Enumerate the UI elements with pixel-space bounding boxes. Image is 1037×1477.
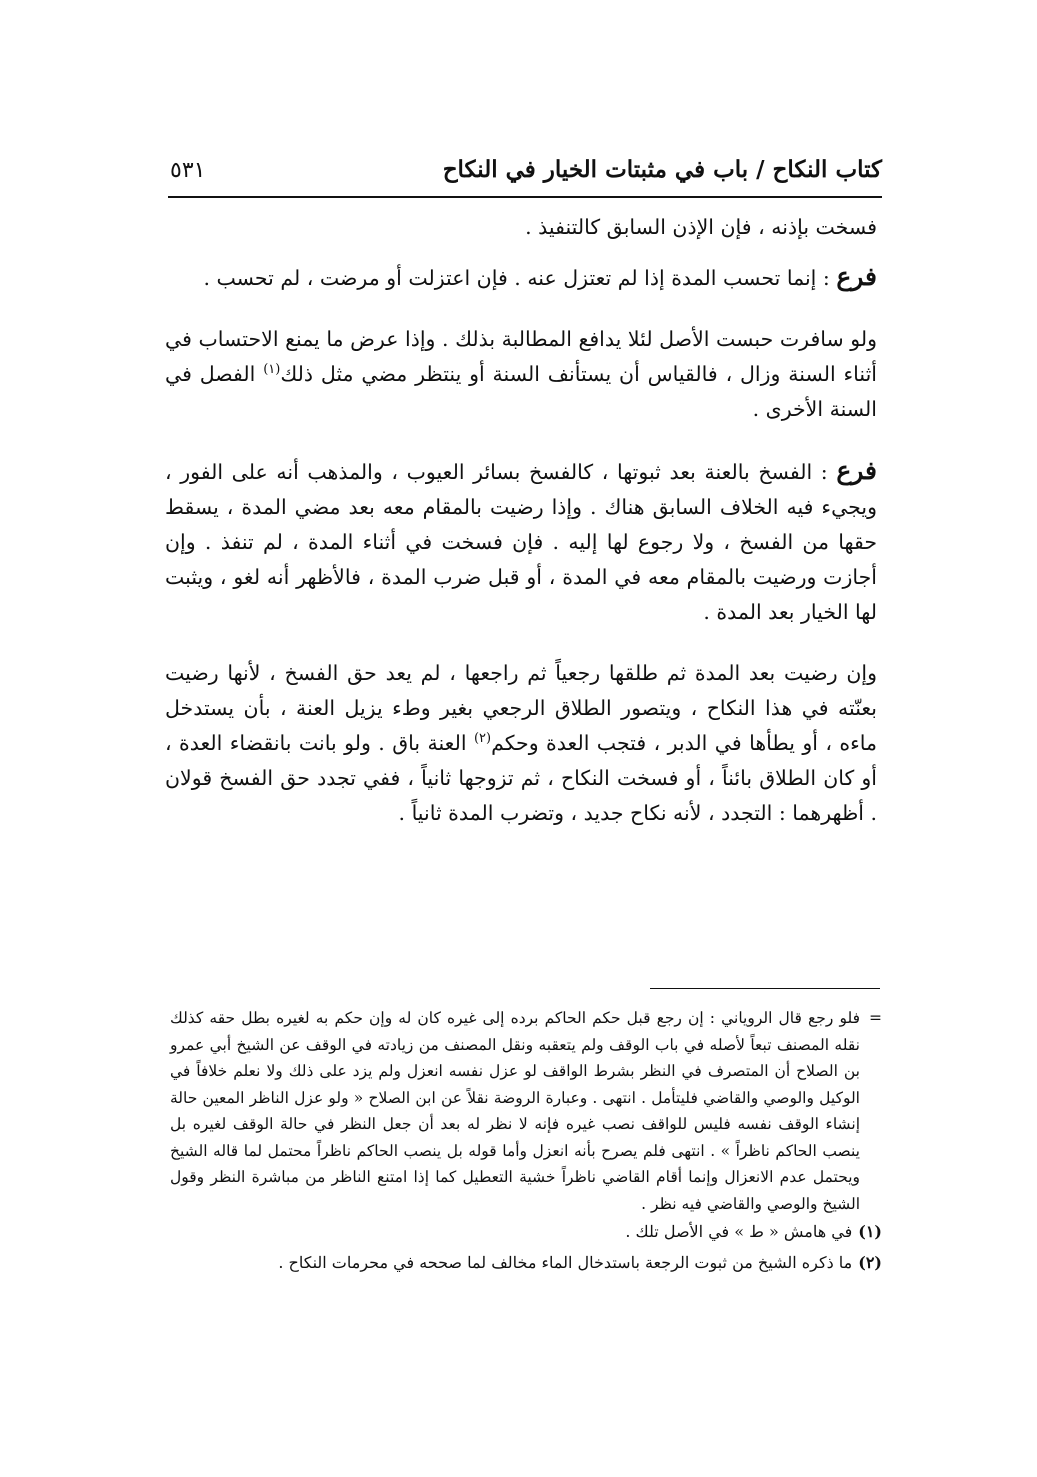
paragraph-5	[165, 656, 877, 831]
page-number: ٥٣١	[170, 158, 206, 183]
footnote-ref-1: (١)	[263, 362, 281, 378]
footnote-1-number: (١)	[858, 1222, 882, 1241]
paragraph-2-text: : إنما تحسب المدة إذا لم تعتزل عنه . فإن اعتزلت أو مرضت ، لم تحسب .	[203, 266, 830, 290]
footnote-2-text: ما ذكره الشيخ من ثبوت الرجعة باستدخال الماء مخالف لما صححه في محرمات النكاح .	[278, 1252, 853, 1272]
paragraph-5-text-b: العنة باق . ولو بانت بانقضاء العدة ، أو كان الطلاق بائناً ، أو فسخت النكاح ، ثم تزوجها ثانياً ، ففي تجدد حق الفسخ قولان . أظهرهما : التجدد ، لأنه نكاح جديد ، وتضرب المدة ثانياً .	[165, 731, 877, 825]
paragraph-3-text-a: ولو سافرت حبست الأصل لئلا يدافع المطالبة بذلك . وإذا عرض ما يمنع الاحتساب في أثناء السنة وزال ، فالقياس أن يستأنف السنة أو ينتظر مضي مثل ذلك	[165, 327, 877, 386]
footnote-1	[170, 1219, 882, 1246]
paragraph-4-text: : الفسخ بالعنة بعد ثبوتها ، كالفسخ بسائر العيوب ، والمذهب أنه على الفور ، ويجيء فيه الخلاف السابق هناك . وإذا رضيت بالمقام معه بعد مضي المدة ، يسقط حقها من الفسخ ، ولا رجوع لها إليه . فإن فسخت في أثناء المدة ، لم تنفذ . وإن أجازت ورضيت بالمقام معه في المدة ، أو قبل ضرب المدة ، فالأظهر أنه لغو ، ويثبت لها الخيار بعد المدة .	[165, 460, 877, 624]
footnote-ref-2: (٢)	[473, 731, 492, 747]
branch-label: فرع	[836, 456, 877, 485]
main-text	[165, 210, 877, 857]
continuation-mark: =	[869, 1009, 882, 1027]
footnote-2	[170, 1250, 882, 1277]
footnote-continued-text: فلو رجع قال الروياني : إن رجع قبل حكم الحاكم برده إلى غيره كان له وإن حكم به لغيره بطل حقه كذلك نقله المصنف تبعاً لأصله في باب الوقف ولم يتعقبه ونقل المصنف من زيادته في الوقف عن الشيخ أبي عمرو بن الصلاح أن المتصرف في النظر بشرط الواقف لو عزل نفسه انعزل ولم يزد على ذلك ولا نعلم خلافاً في الوكيل والوصي والقاضي فليتأمل . انتهى . وعبارة الروضة نقلاً عن ابن الصلاح « ولو عزل الناظر المعين حالة إنشاء الوقف نفسه فليس للواقف نصب غيره فإنه لا نظر له بعد أن جعل النظر في حالة الوقف لغيره بل ينصب الحاكم ناظراً » . انتهى فلم يصرح بأنه انعزل وأما قوله بل ينصب الحاكم ناظراً محتمل لما قاله الشيخ ويحتمل عدم الانعزال وإنما أقام القاضي ناظراً خشية التعطيل كما إذا امتنع الناظر من مباشرة النظر وقول الشيخ والوصي والقاضي فيه نظر .	[170, 1009, 860, 1213]
paragraph-3	[165, 322, 877, 427]
footnote-continued	[170, 1005, 882, 1217]
running-header	[170, 150, 882, 198]
paragraph-1-text: فسخت بإذنه ، فإن الإذن السابق كالتنفيذ .	[525, 215, 877, 239]
footnote-1-text: في هامش « ط » في الأصل تلك .	[625, 1222, 853, 1241]
paragraph-2	[165, 259, 877, 296]
footnote-divider	[650, 988, 880, 989]
paragraph-4	[165, 453, 877, 630]
paragraph-5-text-a: وإن رضيت بعد المدة ثم طلقها رجعياً ثم راجعها ، لم يعد حق الفسخ ، لأنها رضيت بعنّته في هذا النكاح ، ويتصور الطلاق الرجعي بغير وطء يزيل العنة ، بأن يستدخل ماءه ، أو يطأها في الدبر ، فتجب العدة وحكم	[165, 661, 877, 755]
header-title: كتاب النكاح / باب في مثبتات الخيار في النكاح	[442, 156, 882, 183]
paragraph-1	[165, 210, 877, 245]
branch-label: فرع	[836, 262, 877, 291]
paragraph-3-text-b: الفصل في السنة الأخرى .	[165, 362, 877, 421]
footnote-2-number: (٢)	[858, 1252, 882, 1272]
header-divider	[168, 196, 882, 198]
footnotes	[170, 1005, 882, 1280]
